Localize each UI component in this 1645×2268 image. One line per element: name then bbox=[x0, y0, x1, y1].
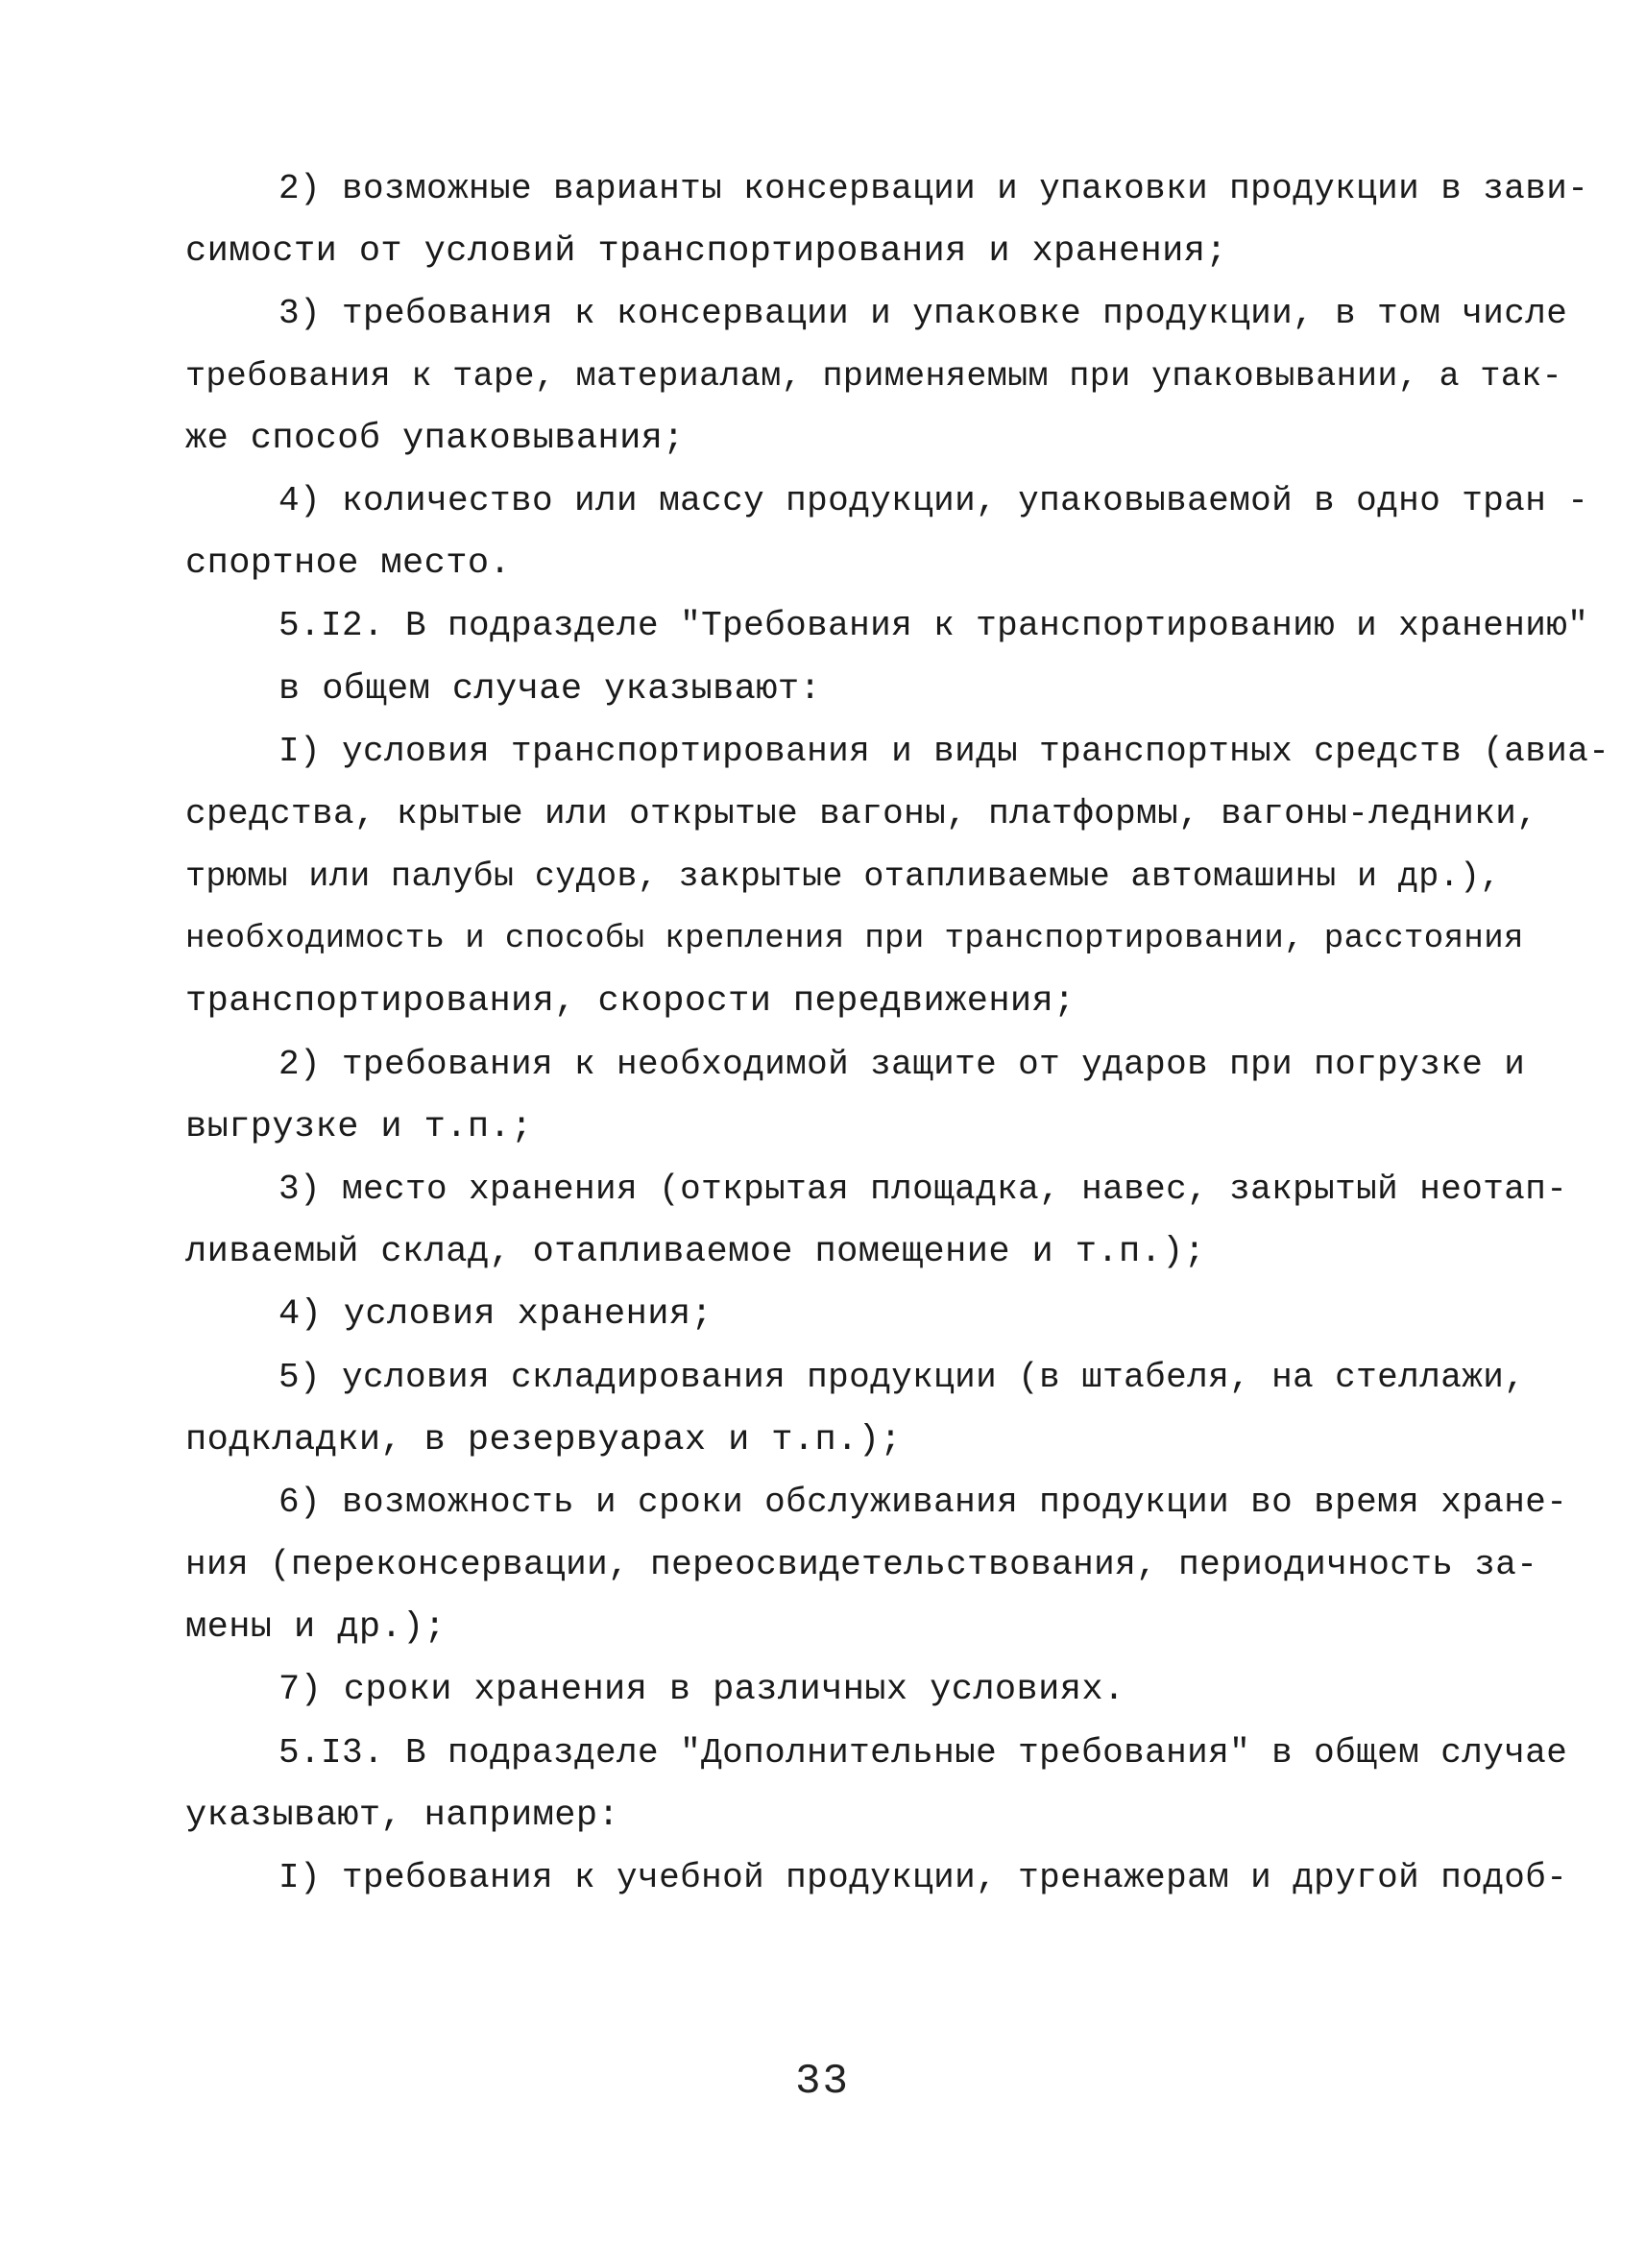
text-line: спортное место. bbox=[185, 543, 512, 584]
text-line: ливаемый склад, отапливаемое помещение и т.п.); bbox=[185, 1232, 1206, 1272]
text-line: необходимость и способы крепления при транспортировании, расстояния bbox=[185, 921, 1524, 957]
text-line: 5.I3. В подразделе "Дополнительные требования" в общем случае bbox=[278, 1733, 1568, 1773]
text-line: 4) условия хранения; bbox=[278, 1294, 714, 1335]
text-line: симости от условий транспортирования и хранения; bbox=[185, 231, 1227, 272]
text-line: I) условия транспортирования и виды транспортных средств (авиа- bbox=[278, 732, 1610, 771]
text-line: 4) количество или массу продукции, упаковываемой в одно тран - bbox=[278, 481, 1589, 520]
text-line: 7) сроки хранения в различных условиях. bbox=[278, 1670, 1125, 1710]
text-line: 3) требования к консервации и упаковке продукции, в том числе bbox=[278, 294, 1568, 333]
text-line: 5.I2. В подразделе "Требования к транспортированию и хранению" bbox=[278, 606, 1589, 645]
text-line: I) требования к учебной продукции, тренажерам и другой подоб- bbox=[278, 1858, 1568, 1897]
text-line: в общем случае указывают: bbox=[278, 669, 822, 710]
page-number: 33 bbox=[795, 2058, 850, 2106]
text-line: ния (переконсервации, переосвидетельствования, периодичность за- bbox=[185, 1545, 1538, 1584]
text-line: подкладки, в резервуарах и т.п.); bbox=[185, 1420, 902, 1460]
text-line: трюмы или палубы судов, закрытые отапливаемые автомашины и др.), bbox=[185, 857, 1501, 896]
text-line: транспортирования, скорости передвижения; bbox=[185, 981, 1076, 1022]
text-line: 6) возможность и сроки обслуживания продукции во время хране- bbox=[278, 1483, 1568, 1522]
text-line: мены и др.); bbox=[185, 1607, 447, 1648]
text-line: 3) место хранения (открытая площадка, навес, закрытый неотап- bbox=[278, 1170, 1568, 1209]
text-line: 2) требования к необходимой защите от ударов при погрузке и bbox=[278, 1045, 1526, 1084]
text-line: указывают, например: bbox=[185, 1796, 620, 1836]
text-line: требования к таре, материалам, применяемым при упаковывании, а так- bbox=[185, 357, 1563, 396]
text-line: же способ упаковывания; bbox=[185, 419, 685, 459]
text-line: средства, крытые или открытые вагоны, платформы, вагоны-ледники, bbox=[185, 794, 1538, 833]
text-line: выгрузке и т.п.; bbox=[185, 1107, 533, 1147]
text-line: 2) возможные варианты консервации и упаковки продукции в зави- bbox=[278, 169, 1589, 208]
text-line: 5) условия складирования продукции (в штабеля, на стеллажи, bbox=[278, 1358, 1526, 1397]
